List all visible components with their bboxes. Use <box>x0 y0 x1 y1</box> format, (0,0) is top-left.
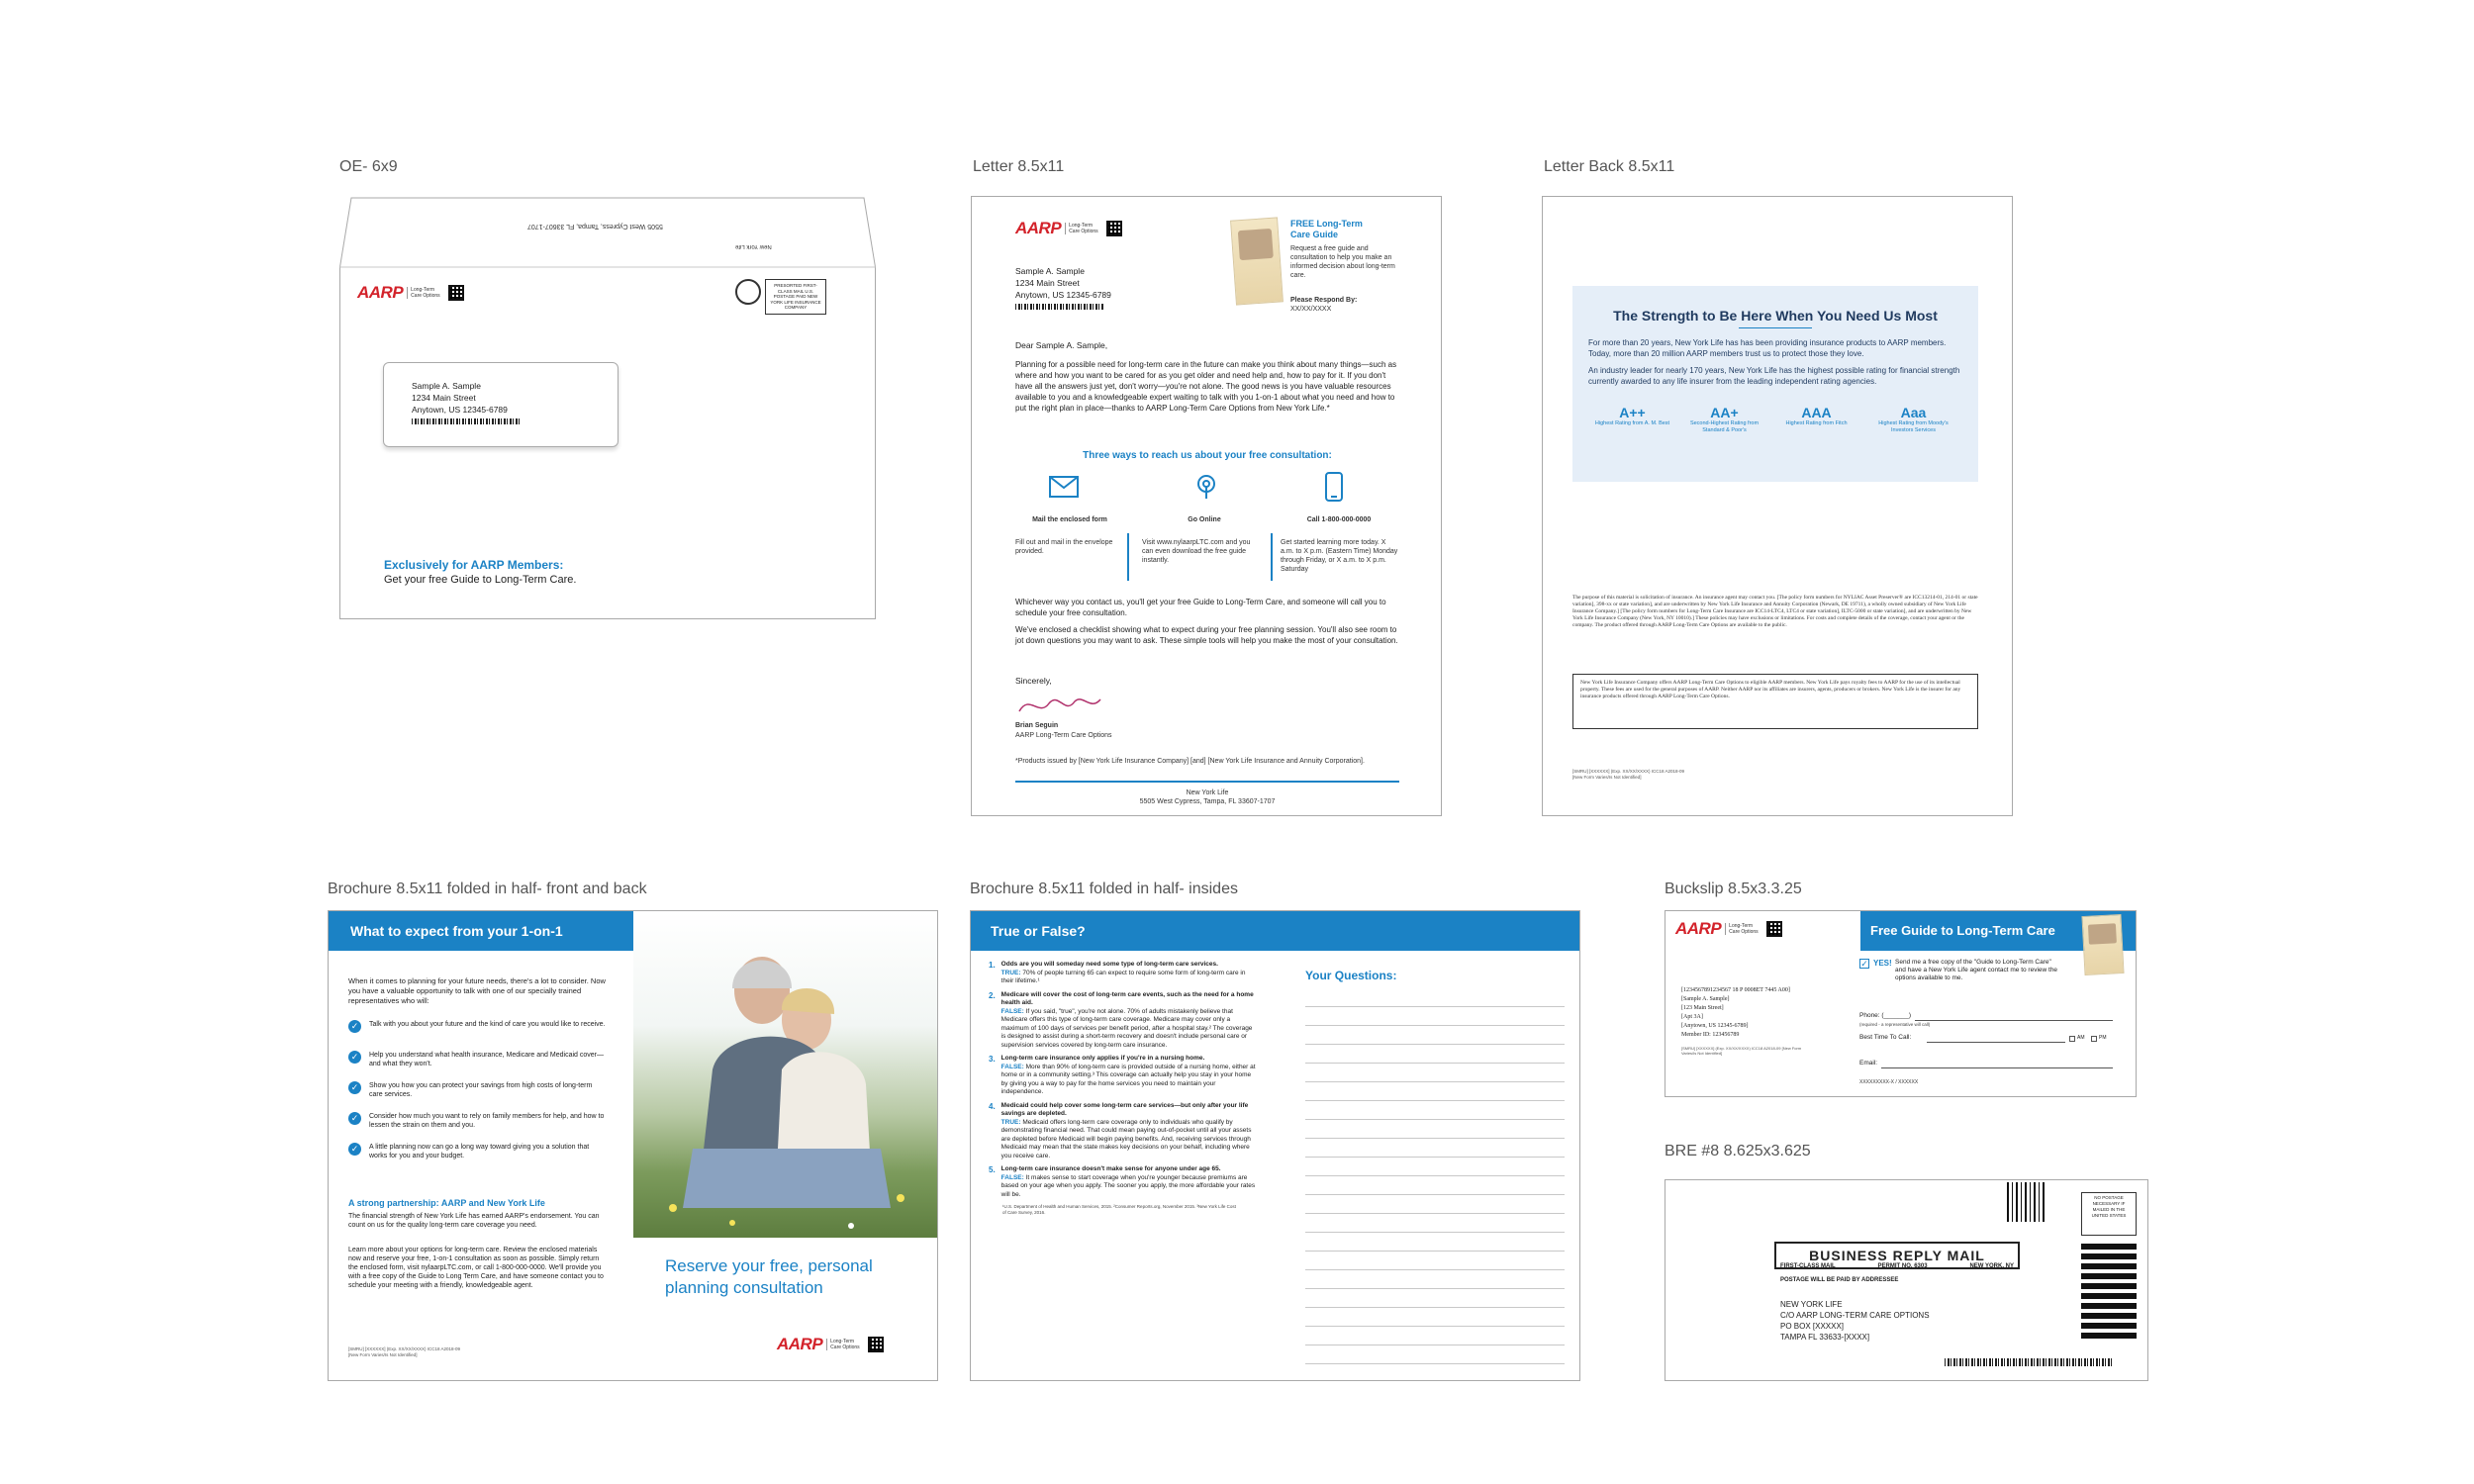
rating-2-grade: AA+ <box>1710 405 1739 420</box>
tf-item-4-number: 4. <box>989 1101 996 1111</box>
bre-permit-line <box>1774 1263 2020 1269</box>
guide-thumbnail <box>2081 914 2124 975</box>
respond-date: XX/XX/XXXX <box>1290 306 1332 313</box>
tf-item-4-label: TRUE: <box>1000 1118 1021 1126</box>
aarp-logo-sub: Long-Term Care Options <box>407 287 444 299</box>
tf-item-2-question: Medicare will cover the cost of long-term care events, such as the need for a home health aid. <box>1000 990 1254 1006</box>
signer-title: AARP Long-Term Care Options <box>1015 732 1112 739</box>
brochure-front <box>328 910 938 1381</box>
envelope-address-name: Sample A. Sample <box>412 381 481 391</box>
letter-address-street: 1234 Main Street <box>1015 278 1080 288</box>
brochure-codes: [SMRU] [XXXXXX] (Exp. XX/XX/XXXX) ICC18 A2018-09 [New Form Varies/Is Not Identified] <box>348 1346 461 1357</box>
rating-3-grade: AAA <box>1801 405 1832 420</box>
no-postage-box: NO POSTAGE NECESSARY IF MAILED IN THE UNITED STATES <box>2081 1192 2137 1236</box>
bullet-4 <box>348 1112 616 1143</box>
envelope-address-city: Anytown, US 12345-6789 <box>412 405 508 415</box>
postage-indicia: PRESORTED FIRST-CLASS MAIL U.S. POSTAGE PAID NEW YORK LIFE INSURANCE COMPANY <box>765 279 826 315</box>
couple-photo <box>633 911 938 1238</box>
question-writing-lines[interactable] <box>1305 988 1565 1369</box>
tf-item-1-label: TRUE: <box>1000 969 1021 976</box>
checkmark-icon: ✓ <box>348 1143 361 1156</box>
bre-class: FIRST-CLASS MAIL <box>1780 1263 1836 1269</box>
checkmark-icon: ✓ <box>348 1020 361 1033</box>
envelope-logo <box>357 283 464 303</box>
phone-icon <box>1324 472 1344 502</box>
letter-back-caption: Letter Back 8.5x11 <box>1544 158 1675 175</box>
aarp-logo-sub: Long-Term Care Options <box>826 1339 864 1350</box>
letter-logo <box>1015 219 1122 238</box>
ratings-row <box>1572 405 1978 434</box>
letter-address-name: Sample A. Sample <box>1015 266 1085 276</box>
aarp-logo: AARP <box>357 283 404 302</box>
tf-item-4 <box>989 1102 1276 1161</box>
bullet-2 <box>348 1051 616 1081</box>
postal-barcode <box>1015 304 1104 310</box>
ways-title: Three ways to reach us about your free consultation: <box>1083 450 1332 461</box>
letter-footer-rule <box>1015 781 1399 783</box>
yes-label: YES! <box>1873 959 1892 968</box>
tf-item-3-question: Long-term care insurance only applies if you're in a nursing home. <box>1000 1055 1205 1062</box>
buckslip-address-line-2: [Sample A. Sample] <box>1681 996 1730 1002</box>
online-icon <box>1193 474 1219 500</box>
bre-address-line-3: PO BOX [XXXXX] <box>1780 1322 1845 1331</box>
pm-checkbox[interactable] <box>2091 1036 2097 1042</box>
envelope-window <box>383 362 618 447</box>
strength-box <box>1572 286 1978 482</box>
letter-address-city: Anytown, US 12345-6789 <box>1015 290 1111 300</box>
letter-paragraph-2: Whichever way you contact us, you'll get your free Guide to Long-Term Care, and someone will call you to schedule your free consultation. <box>1015 598 1386 617</box>
bre-postal-barcode <box>1945 1358 2113 1366</box>
brochure-logo <box>777 1335 884 1354</box>
tf-item-3 <box>989 1055 1276 1097</box>
letter-footnote: *Products issued by [New York Life Insurance Company] [and] [New York Life Insurance and Annuity Corporation]. <box>1015 758 1365 765</box>
best-time-field[interactable] <box>1927 1042 2065 1043</box>
bre-city: NEW YORK, NY <box>1969 1263 2014 1269</box>
postal-barcode <box>412 418 521 424</box>
letter-caption: Letter 8.5x11 <box>973 158 1065 175</box>
envelope-return-name: New York Life <box>735 243 772 249</box>
letter-back-codes: [SMRU] [XXXXXX] (Exp. XX/XX/XXXX) ICC18 A2018-09 [New Form Varies/Is Not Identified] <box>1572 769 1685 780</box>
buckslip-address-line-4: [Apt 3A] <box>1681 1014 1703 1020</box>
buckslip-address-line-5: [Anytown, US 12345-6789] <box>1681 1023 1749 1029</box>
letter-footer-name: New York Life <box>1186 789 1229 796</box>
way-3-text: Get started learning more today. X a.m. to X p.m. (Eastern Time) Monday through Friday, or X a.m. to X p.m. Saturday <box>1281 539 1398 573</box>
tf-item-5-answer: It makes sense to start coverage when you're younger because premiums are based on your age when you apply. The sooner you apply, the more affordable your rates will be. <box>1000 1173 1256 1198</box>
qr-code-icon <box>868 1337 884 1352</box>
buckslip-address <box>1681 986 1859 1040</box>
qr-code-icon <box>448 285 464 301</box>
closing: Sincerely, <box>1015 676 1052 686</box>
partnership-title: A strong partnership: AARP and New York Life <box>348 1198 545 1208</box>
buckslip-logo <box>1675 919 1782 939</box>
qr-code-icon <box>1766 921 1782 937</box>
aarp-logo-sub: Long-Term Care Options <box>1725 923 1762 935</box>
letter-paragraph-3: We've enclosed a checklist showing what to expect during your free planning session. You'll also see room to jot down questions you may want to ask. These simple tools will help you make the most of your consultation. <box>1015 625 1398 645</box>
strength-title: The Strength to Be Here When You Need Us Most <box>1613 308 1938 324</box>
bre-address-line-2: C/O AARP LONG-TERM CARE OPTIONS <box>1780 1311 1930 1320</box>
tf-footnotes: ¹U.S. Department of Health and Human Services, 2015. ²Consumer Reports.org, November 2015. ³New York Life Cost of Care Survey, 2016. <box>1002 1204 1236 1215</box>
inside-header: True or False? <box>991 923 1086 939</box>
aarp-logo: AARP <box>1675 919 1722 938</box>
business-reply-envelope <box>1665 1179 2148 1381</box>
buckslip-header: Free Guide to Long-Term Care <box>1870 923 2055 938</box>
buckslip-caption: Buckslip 8.5x3.3.25 <box>1665 881 1802 897</box>
checkmark-icon: ✓ <box>348 1112 361 1125</box>
brochure-inside <box>970 910 1580 1381</box>
yes-text: Send me a free copy of the "Guide to Long-Term Care" and have a New York Life agent contact me to review the options available to me. <box>1895 959 2058 981</box>
rating-1-grade: A++ <box>1619 405 1646 420</box>
legal-box: New York Life Insurance Company offers AARP Long-Term Care Options to eligible AARP members. New York Life pays royalty fees to AARP for the use of its intellectual property. These fees are used for the general purposes of AARP. Neither AARP nor its affiliates are insurers, agents, producers or brokers. New York Life is the insurer for any insurance products offered through AARP Long-Term Care Options. <box>1572 674 1978 729</box>
brochure-bullets <box>348 1020 616 1173</box>
bre-caption: BRE #8 8.625x3.625 <box>1665 1143 1811 1159</box>
guide-text: Request a free guide and consultation to help you make an informed decision about long-term care. <box>1290 245 1395 279</box>
guide-title: FREE Long-Term Care Guide <box>1290 219 1363 239</box>
best-time-label: Best Time To Call: <box>1859 1034 1912 1041</box>
aarp-logo-sub: Long-Term Care Options <box>1065 223 1102 234</box>
rating-4-grade: Aaa <box>1900 405 1927 420</box>
rating-3 <box>1777 405 1856 434</box>
signature <box>1015 690 1104 719</box>
guide-thumbnail <box>1230 217 1284 305</box>
brochure-intro: When it comes to planning for your future needs, there's a lot to consider. Now you have a valuable opportunity to talk with one of our specially trained representatives who will: <box>348 976 606 1005</box>
tf-item-4-answer: Medicaid offers long-term care coverage only to individuals who qualify by demonstrating financial need. That could mean paying out-of-pocket until all your assets are depleted before Medicaid will begin paying benefits. And, receiving services through Medicaid may mean that the state makes key decisions on your behalf, including where you receive care. <box>1000 1118 1252 1159</box>
bullet-4-text: Consider how much you want to rely on family members for help, and how to lessen the strain on them and you. <box>369 1113 605 1129</box>
bullet-3 <box>348 1081 616 1112</box>
am-label: AM <box>2077 1035 2085 1041</box>
phone-field[interactable] <box>1915 1020 2113 1021</box>
rating-4-desc: Highest Rating from Moody's Investors Services <box>1878 420 1949 433</box>
bre-permit: PERMIT NO. 6303 <box>1877 1263 1928 1269</box>
mail-icon <box>1049 476 1079 498</box>
envelope-address-street: 1234 Main Street <box>412 393 476 403</box>
aarp-logo: AARP <box>1015 219 1062 237</box>
strength-paragraph-1: For more than 20 years, New York Life has has been providing insurance products to AARP members. Today, more than 20 million AARP members trust us to protect those they love. <box>1588 338 1947 358</box>
legal-disclaimer: The purpose of this material is solicitation of insurance. An insurance agent may contact you. [The policy form numbers for NYLIAC Asset Preserver® are ICC13214-01, 214-01 or state variation], 398-xx or state variation], and are underwritten by New York Life Insurance and Annuity Corporation (Newark, DE 19711), a wholly owned subsidiary of New York Life Insurance Company.] [The policy form numbers for Long-Term Care Insurance are ICC14-LTC4, LTC4 or state variation], ILTC-5000 or state variation], and are underwritten by New York Life Insurance Company (New York, NY 10010).] These policies may have exclusions or limitations. For costs and complete details of the coverage, contact your agent or the company. The product offered through AARP Long-Term Care Options are available to the public. <box>1572 595 1978 628</box>
bre-address <box>1780 1299 1930 1343</box>
tf-item-2-label: FALSE: <box>1000 1007 1024 1015</box>
letter-footer-address: 5505 West Cypress, Tampa, FL 33607-1707 <box>1139 798 1276 805</box>
tf-item-3-number: 3. <box>989 1055 996 1064</box>
envelope-return-address: 5505 West Cypress, Tampa, FL 33607-1707 <box>527 223 663 230</box>
bullet-5 <box>348 1143 616 1173</box>
bre-horizontal-bars <box>2081 1244 2137 1343</box>
checkmark-icon: ✓ <box>348 1081 361 1094</box>
bre-title: BUSINESS REPLY MAIL <box>1774 1242 2020 1269</box>
bre-address-line-1: NEW YORK LIFE <box>1780 1300 1843 1309</box>
buckslip-address-line-6: Member ID: 123456789 <box>1681 1032 1740 1038</box>
bullet-2-text: Help you understand what health insurance, Medicare and Medicaid cover—and what they won't. <box>369 1052 604 1067</box>
signer-name: Brian Seguin <box>1015 722 1059 729</box>
respond-label: Please Respond By: <box>1290 297 1358 304</box>
brochure-inside-caption: Brochure 8.5x11 folded in half- insides <box>970 881 1238 897</box>
bre-address-line-4: TAMPA FL 33633-[XXXX] <box>1780 1333 1870 1342</box>
checkmark-icon: ✓ <box>348 1051 361 1064</box>
rating-2-desc: Second-Highest Rating from Standard & Poor's <box>1689 420 1760 433</box>
partnership-text: The financial strength of New York Life has earned AARP's endorsement. You can count on us for the quality long-term care coverage you need. <box>348 1213 600 1229</box>
tf-item-1-number: 1. <box>989 961 996 970</box>
tf-item-2-answer: If you said, "true", you're not alone. 70% of adults mistakenly believe that Medicare offers this type of long-term care coverage. Medicare may cover only a maximum of 100 days of services per benefit period, after a hospital stay.² The coverage is designed to assist during a short-term recovery and doesn't include personal care or supervision services covered by long-term care insurance. <box>1000 1007 1253 1049</box>
way-divider-2 <box>1271 533 1273 581</box>
bullet-1 <box>348 1020 616 1051</box>
buckslip <box>1665 910 2137 1097</box>
qr-code-icon <box>1106 221 1122 236</box>
letter-back <box>1542 196 2013 816</box>
tf-item-5-number: 5. <box>989 1165 996 1174</box>
brochure-front-caption: Brochure 8.5x11 folded in half- front and back <box>328 881 647 897</box>
guide-photo <box>1238 229 1274 260</box>
buckslip-address-line-3: [123 Main Street] <box>1681 1005 1724 1011</box>
yes-checkbox[interactable]: ✓ <box>1860 959 1868 969</box>
way-2-text: Visit www.nylaarpLTC.com and you can even download the free guide instantly. <box>1142 539 1251 564</box>
letter-paragraph-1: Planning for a possible need for long-term care in the future can make you think about many things—such as where and how you want to be cared for as you get older and need help and, how to pay for it. If you don't have all the answers just yet, don't worry—you're not alone. The good news is you have valuable resources available to you and a knowledgeable expert waiting to talk with you 1-on-1 about what you need and how to put the right plan in place—thanks to AARP Long-Term Care Options from New York Life.* <box>1015 360 1397 413</box>
tf-item-2-number: 2. <box>989 990 996 1000</box>
buckslip-codes: [SMRU] [XXXXXX] (Exp. XX/XX/XXXX) ICC18 A2018-09 [New Form Varies/Is Not Identified] <box>1681 1046 1802 1056</box>
tf-item-3-answer: More than 90% of long-term care is provided outside of a nursing home, either at home or in a community setting.³ This coverage can actually help you stay in your home by giving you a way to pay for the home services you need to maintain your independence. <box>1000 1063 1256 1095</box>
rating-4 <box>1869 405 1958 434</box>
true-false-list <box>989 961 1276 1216</box>
brochure-cta: Reserve your free, personal planning consultation <box>665 1256 873 1297</box>
tf-item-1-question: Odds are you will someday need some type of long-term care services. <box>1000 961 1218 968</box>
way-divider-1 <box>1127 533 1129 581</box>
email-field[interactable] <box>1881 1067 2113 1068</box>
envelope-teaser-title: Exclusively for AARP Members: <box>384 558 564 572</box>
envelope-caption: OE- 6x9 <box>339 158 398 175</box>
way-1-title: Mail the enclosed form <box>1032 516 1107 523</box>
salutation: Dear Sample A. Sample, <box>1015 340 1108 350</box>
way-1-text: Fill out and mail in the envelope provided. <box>1015 539 1113 555</box>
bullet-1-text: Talk with you about your future and the kind of care you would like to receive. <box>369 1021 606 1028</box>
couple-illustration <box>633 911 938 1238</box>
way-3-title: Call 1-800-000-0000 <box>1306 516 1372 523</box>
rating-2 <box>1685 405 1764 434</box>
tf-item-3-label: FALSE: <box>1000 1063 1024 1070</box>
tf-item-5-label: FALSE: <box>1000 1173 1024 1181</box>
letter-front <box>971 196 1442 816</box>
rating-1 <box>1593 405 1672 434</box>
envelope <box>339 196 876 619</box>
learn-more-text: Learn more about your options for long-term care. Review the enclosed materials now and reserve your free, 1-on-1 consultation as soon as possible. Simply return the enclosed form, visit nylaarpLTC.com, or call 1-800-000-0000. We'll provide you with a free copy of the Guide to Long Term Care, and have someone contact you to schedule your meeting with a friendly, knowledgeable agent. <box>348 1247 604 1289</box>
tf-item-5 <box>989 1165 1276 1199</box>
phone-note: (required - a representative will call) <box>1859 1022 1931 1027</box>
bullet-3-text: Show you how you can protect your savings from high costs of long-term care services. <box>369 1082 593 1098</box>
buckslip-code: XXXXXXXXX-X / XXXXXX <box>1859 1079 1919 1085</box>
questions-title: Your Questions: <box>1305 969 1397 982</box>
buckslip-address-line-1: [1234567891234567 18 P 0008ET 7445 A00] <box>1681 987 1790 993</box>
postmark-icon <box>735 279 761 305</box>
rating-3-desc: Highest Rating from Fitch <box>1785 420 1848 426</box>
am-checkbox[interactable] <box>2069 1036 2075 1042</box>
tf-item-1-answer: 70% of people turning 65 can expect to require some form of long-term care in their lifetime.¹ <box>1000 969 1246 984</box>
envelope-teaser-sub: Get your free Guide to Long-Term Care. <box>384 574 577 586</box>
strength-paragraph-2: An industry leader for nearly 170 years, New York Life has the highest possible rating for financial strength currently awarded to any life insurer from the leading independent rating agencies. <box>1588 366 1960 386</box>
aarp-logo: AARP <box>777 1335 823 1353</box>
phone-label: Phone: (_______) <box>1859 1012 1912 1019</box>
tf-item-2 <box>989 991 1276 1051</box>
guide-photo <box>2088 923 2117 944</box>
bre-paid-by: POSTAGE WILL BE PAID BY ADDRESSEE <box>1780 1277 1899 1283</box>
email-label: Email: <box>1859 1060 1878 1067</box>
pm-label: PM <box>2099 1035 2107 1041</box>
tf-item-4-question: Medicaid could help cover some long-term care services—but only after your life savings are depleted. <box>1000 1101 1249 1117</box>
strength-rule <box>1739 327 1812 328</box>
brochure-front-header: What to expect from your 1-on-1 <box>329 911 633 951</box>
fim-barcode <box>2007 1182 2046 1222</box>
tf-item-5-question: Long-term care insurance doesn't make sense for anyone under age 65. <box>1000 1165 1221 1172</box>
tf-item-1 <box>989 961 1276 986</box>
bullet-5-text: A little planning now can go a long way toward giving you a solution that works for you and your budget. <box>369 1144 590 1159</box>
way-2-title: Go Online <box>1188 516 1221 523</box>
rating-1-desc: Highest Rating from A. M. Best <box>1594 420 1670 426</box>
